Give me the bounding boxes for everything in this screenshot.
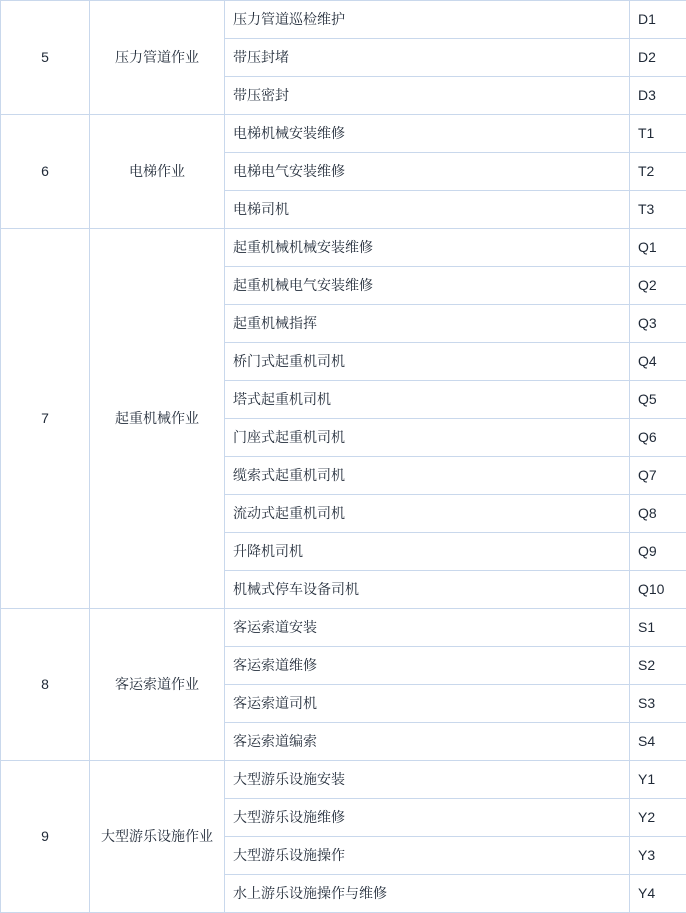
item-cell: 缆索式起重机司机 <box>225 457 630 495</box>
code-cell: Y4 <box>630 875 686 913</box>
item-cell: 起重机械机械安装维修 <box>225 229 630 267</box>
item-cell: 客运索道维修 <box>225 647 630 685</box>
table-row <box>1 1 686 39</box>
code-cell: Q1 <box>630 229 686 267</box>
table-row <box>1 115 686 153</box>
group-number-cell: 8 <box>1 609 90 761</box>
code-cell: T3 <box>630 191 686 229</box>
item-cell: 流动式起重机司机 <box>225 495 630 533</box>
code-cell: D2 <box>630 39 686 77</box>
code-cell: Y3 <box>630 837 686 875</box>
group-category-label: 压力管道作业 <box>98 48 216 67</box>
code-cell: D3 <box>630 77 686 115</box>
item-cell: 升降机司机 <box>225 533 630 571</box>
item-cell: 起重机械指挥 <box>225 305 630 343</box>
code-cell: S2 <box>630 647 686 685</box>
code-cell: Q9 <box>630 533 686 571</box>
code-cell: T2 <box>630 153 686 191</box>
group-number-cell: 6 <box>1 115 90 229</box>
group-number-cell: 9 <box>1 761 90 913</box>
item-cell: 门座式起重机司机 <box>225 419 630 457</box>
group-category-cell <box>90 761 225 913</box>
code-cell: Q8 <box>630 495 686 533</box>
code-cell: Y1 <box>630 761 686 799</box>
code-cell: Q4 <box>630 343 686 381</box>
group-category-label: 大型游乐设施作业 <box>98 827 216 846</box>
item-cell: 压力管道巡检维护 <box>225 1 630 39</box>
item-cell: 水上游乐设施操作与维修 <box>225 875 630 913</box>
table-row <box>1 229 686 267</box>
group-category-label: 电梯作业 <box>98 162 216 181</box>
item-cell: 大型游乐设施安装 <box>225 761 630 799</box>
item-cell: 客运索道安装 <box>225 609 630 647</box>
group-category-label: 起重机械作业 <box>98 409 216 428</box>
item-cell: 客运索道编索 <box>225 723 630 761</box>
code-cell: S1 <box>630 609 686 647</box>
table-row <box>1 761 686 799</box>
code-cell: S3 <box>630 685 686 723</box>
item-cell: 电梯电气安装维修 <box>225 153 630 191</box>
group-category-cell <box>90 1 225 115</box>
code-cell: T1 <box>630 115 686 153</box>
code-cell: Q3 <box>630 305 686 343</box>
item-cell: 起重机械电气安装维修 <box>225 267 630 305</box>
code-cell: Q7 <box>630 457 686 495</box>
code-cell: D1 <box>630 1 686 39</box>
code-cell: S4 <box>630 723 686 761</box>
item-cell: 桥门式起重机司机 <box>225 343 630 381</box>
group-category-cell <box>90 609 225 761</box>
code-cell: Q5 <box>630 381 686 419</box>
item-cell: 电梯司机 <box>225 191 630 229</box>
group-category-cell <box>90 229 225 609</box>
item-cell: 塔式起重机司机 <box>225 381 630 419</box>
table-body <box>1 1 686 913</box>
item-cell: 带压封堵 <box>225 39 630 77</box>
code-cell: Q6 <box>630 419 686 457</box>
item-cell: 客运索道司机 <box>225 685 630 723</box>
group-category-label: 客运索道作业 <box>98 675 216 694</box>
item-cell: 大型游乐设施维修 <box>225 799 630 837</box>
item-cell: 电梯机械安装维修 <box>225 115 630 153</box>
item-cell: 带压密封 <box>225 77 630 115</box>
group-number-cell: 7 <box>1 229 90 609</box>
code-cell: Y2 <box>630 799 686 837</box>
code-cell: Q10 <box>630 571 686 609</box>
table-row <box>1 609 686 647</box>
code-cell: Q2 <box>630 267 686 305</box>
group-number-cell: 5 <box>1 1 90 115</box>
item-cell: 大型游乐设施操作 <box>225 837 630 875</box>
item-cell: 机械式停车设备司机 <box>225 571 630 609</box>
group-category-cell <box>90 115 225 229</box>
